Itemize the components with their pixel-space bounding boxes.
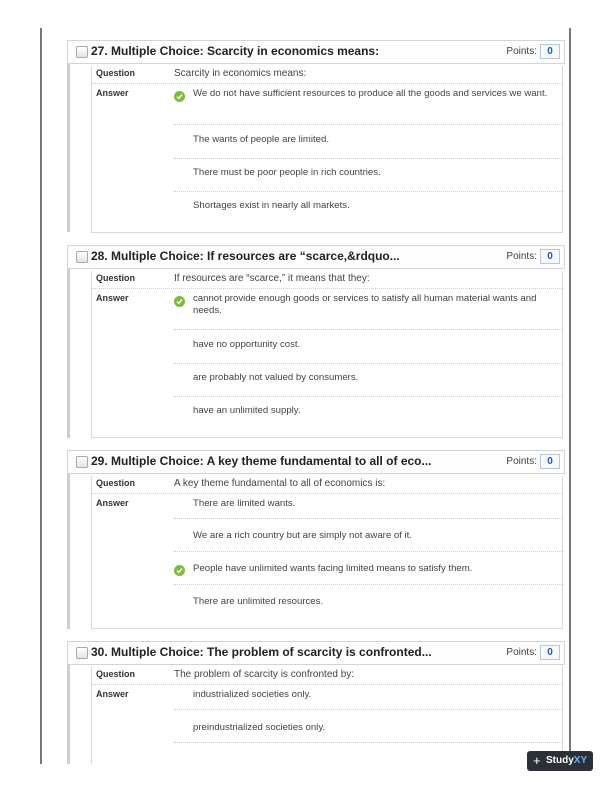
page-border-left — [40, 28, 42, 764]
badge-text: Study — [546, 755, 574, 766]
question-body — [91, 66, 563, 233]
question-header — [67, 641, 565, 665]
question-text: Scarcity in economics means: — [174, 68, 307, 79]
question-row — [92, 271, 562, 289]
points-value[interactable]: 0 — [540, 44, 560, 59]
question-label: Question — [96, 478, 136, 488]
answer-option: have an unlimited supply. — [193, 405, 301, 416]
question-title: 29. Multiple Choice: A key theme fundamental to all of eco... — [91, 454, 432, 468]
answer-section — [92, 84, 562, 232]
answer-option: cannot provide enough goods or services to satisfy all human material wants and needs. — [193, 293, 537, 316]
question-checkbox[interactable] — [76, 456, 88, 468]
points-label: Points: — [506, 251, 537, 262]
answer-label: Answer — [96, 498, 129, 508]
answer-option: Shortages exist in nearly all markets. — [193, 200, 350, 211]
answer-option: There are unlimited resources. — [193, 596, 324, 607]
question-checkbox[interactable] — [76, 46, 88, 58]
answer-option: There must be poor people in rich countries. — [193, 167, 381, 178]
answer-section — [92, 685, 562, 764]
question-title: 30. Multiple Choice: The problem of scarcity is confronted... — [91, 645, 432, 659]
question-row — [92, 476, 562, 494]
correct-check-icon — [174, 565, 185, 576]
question-body — [91, 667, 563, 764]
answer-label: Answer — [96, 689, 129, 699]
question-header — [67, 40, 565, 64]
answer-label: Answer — [96, 88, 129, 98]
question-title: 28. Multiple Choice: If resources are “scarce,&rdquo... — [91, 249, 400, 263]
answer-option: have no opportunity cost. — [193, 339, 301, 350]
correct-check-icon — [174, 91, 185, 102]
question-label: Question — [96, 68, 136, 78]
points-value[interactable]: 0 — [540, 645, 560, 660]
question-row — [92, 66, 562, 84]
question-text: If resources are “scarce,” it means that they: — [174, 273, 370, 284]
answer-option: People have unlimited wants facing limited means to satisfy them. — [193, 563, 473, 574]
page-border-right — [569, 28, 571, 764]
question-checkbox[interactable] — [76, 251, 88, 263]
question-label: Question — [96, 669, 136, 679]
question-text: A key theme fundamental to all of economics is: — [174, 478, 386, 489]
plus-icon: + — [533, 753, 541, 768]
points-label: Points: — [506, 647, 537, 658]
question-text: The problem of scarcity is confronted by: — [174, 669, 355, 680]
answer-option: We are a rich country but are simply not aware of it. — [193, 530, 412, 541]
question-29 — [67, 450, 569, 629]
points-label: Points: — [506, 46, 537, 57]
badge-accent: XY — [573, 755, 588, 766]
answer-option: We do not have sufficient resources to produce all the goods and services we want. — [193, 88, 548, 99]
question-28 — [67, 245, 569, 438]
answer-label: Answer — [96, 293, 129, 303]
question-body — [91, 271, 563, 438]
question-header — [67, 245, 565, 269]
question-header — [67, 450, 565, 474]
answer-option: industrialized societies only. — [193, 689, 312, 700]
question-label: Question — [96, 273, 136, 283]
answer-option: are probably not valued by consumers. — [193, 372, 359, 383]
question-row — [92, 667, 562, 685]
correct-check-icon — [174, 296, 185, 307]
studyxy-badge[interactable] — [527, 751, 593, 771]
question-body — [91, 476, 563, 629]
question-27 — [67, 40, 569, 232]
answer-option: The wants of people are limited. — [193, 134, 329, 145]
points-value[interactable]: 0 — [540, 249, 560, 264]
answer-option: preindustrialized societies only. — [193, 722, 326, 733]
question-title: 27. Multiple Choice: Scarcity in economics means: — [91, 44, 380, 58]
answer-option: There are limited wants. — [193, 498, 296, 509]
question-30 — [67, 641, 569, 764]
points-value[interactable]: 0 — [540, 454, 560, 469]
question-checkbox[interactable] — [76, 647, 88, 659]
points-label: Points: — [506, 456, 537, 467]
answer-section — [92, 494, 562, 628]
answer-section — [92, 289, 562, 437]
